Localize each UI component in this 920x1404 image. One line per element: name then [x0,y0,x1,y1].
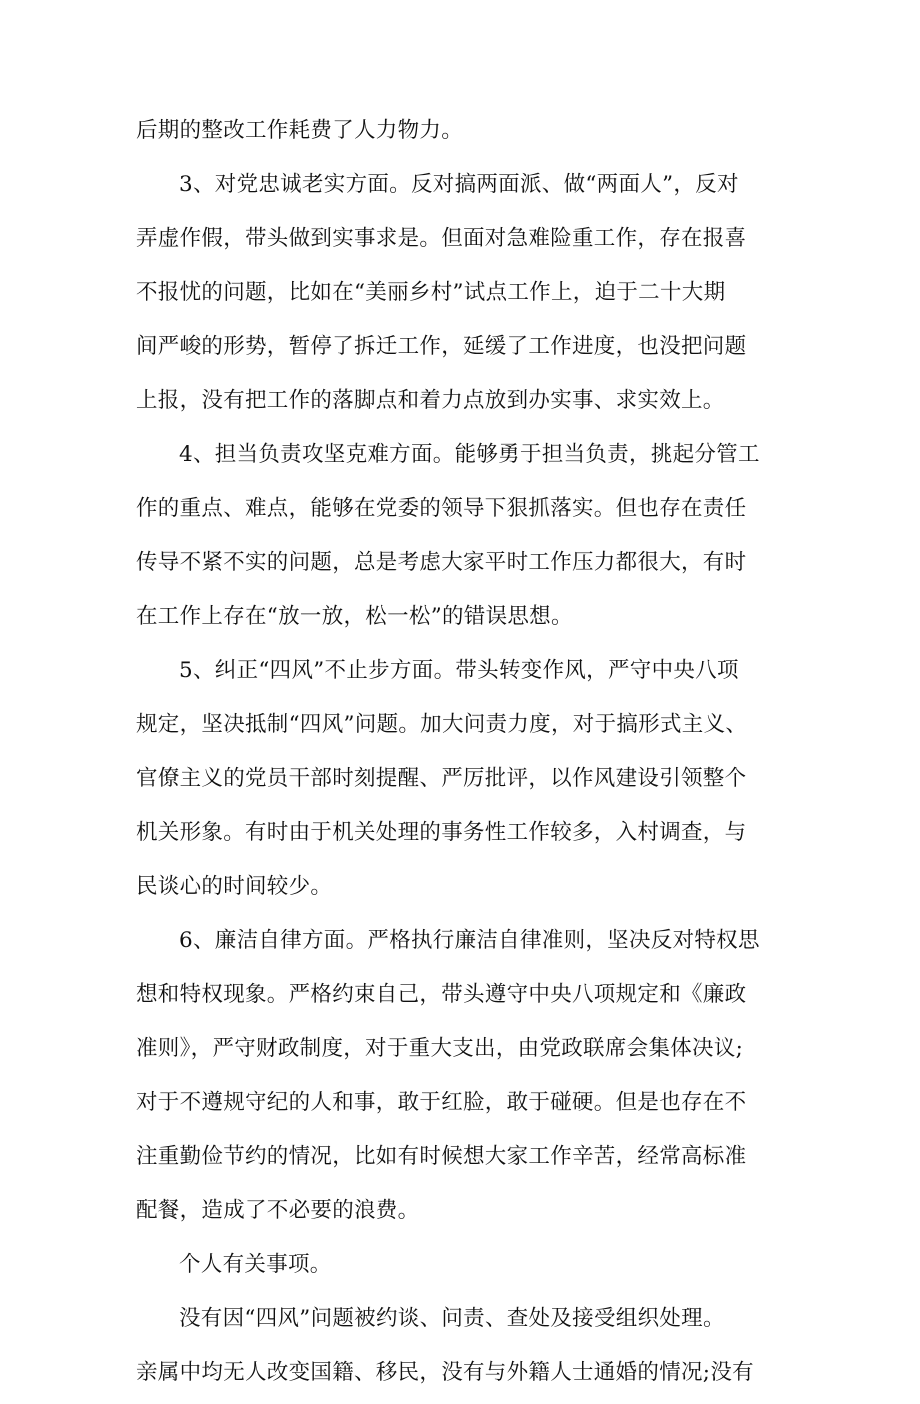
paragraph-6-heading-line: 6、廉洁自律方面。严格执行廉洁自律准则，坚决反对特权思 [179,928,760,953]
body-text [136,108,796,1404]
text-line: 亲属中均无人改变国籍、移民，没有与外籍人士通婚的情况;没有 [136,1360,754,1385]
text-line: 后期的整改工作耗费了人力物力。 [136,118,464,143]
text-line: 不报忧的问题，比如在“美丽乡村”试点工作上，迫于二十大期 [136,280,726,305]
text-line: 在工作上存在“放一放，松一松”的错误思想。 [136,604,573,629]
text-line: 注重勤俭节约的情况，比如有时候想大家工作辛苦，经常高标准 [136,1144,747,1169]
text-line: 准则》，严守财政制度，对于重大支出，由党政联席会集体决议; [136,1036,744,1061]
text-line: 民谈心的时间较少。 [136,874,333,899]
section-heading-line: 个人有关事项。 [179,1252,332,1277]
text-line: 想和特权现象。严格约束自己，带头遵守中央八项规定和《廉政 [136,982,747,1007]
text-line: 官僚主义的党员干部时刻提醒、严厉批评，以作风建设引领整个 [136,766,747,791]
paragraph-4-heading-line: 4、担当负责攻坚克难方面。能够勇于担当负责，挑起分管工 [179,442,760,467]
text-line: 间严峻的形势，暂停了拆迁工作，延缓了工作进度，也没把问题 [136,334,747,359]
text-line: 传导不紧不实的问题，总是考虑大家平时工作压力都很大，有时 [136,550,747,575]
text-line: 规定，坚决抵制“四风”问题。加大问责力度，对于搞形式主义、 [136,712,748,737]
text-line: 上报，没有把工作的落脚点和着力点放到办实事、求实效上。 [136,388,725,413]
text-line: 作的重点、难点，能够在党委的领导下狠抓落实。但也存在责任 [136,496,747,521]
text-line: 对于不遵规守纪的人和事，敢于红脸，敢于碰硬。但是也存在不 [136,1090,747,1115]
paragraph-line: 没有因“四风”问题被约谈、问责、查处及接受组织处理。 [179,1306,725,1331]
text-line: 弄虚作假，带头做到实事求是。但面对急难险重工作，存在报喜 [136,226,747,251]
text-line: 机关形象。有时由于机关处理的事务性工作较多，入村调查，与 [136,820,747,845]
paragraph-5-heading-line: 5、纠正“四风”不止步方面。带头转变作风，严守中央八项 [179,658,739,683]
text-line: 配餐，造成了不必要的浪费。 [136,1198,420,1223]
paragraph-3-heading-line: 3、对党忠诚老实方面。反对搞两面派、做“两面人”，反对 [179,172,739,197]
